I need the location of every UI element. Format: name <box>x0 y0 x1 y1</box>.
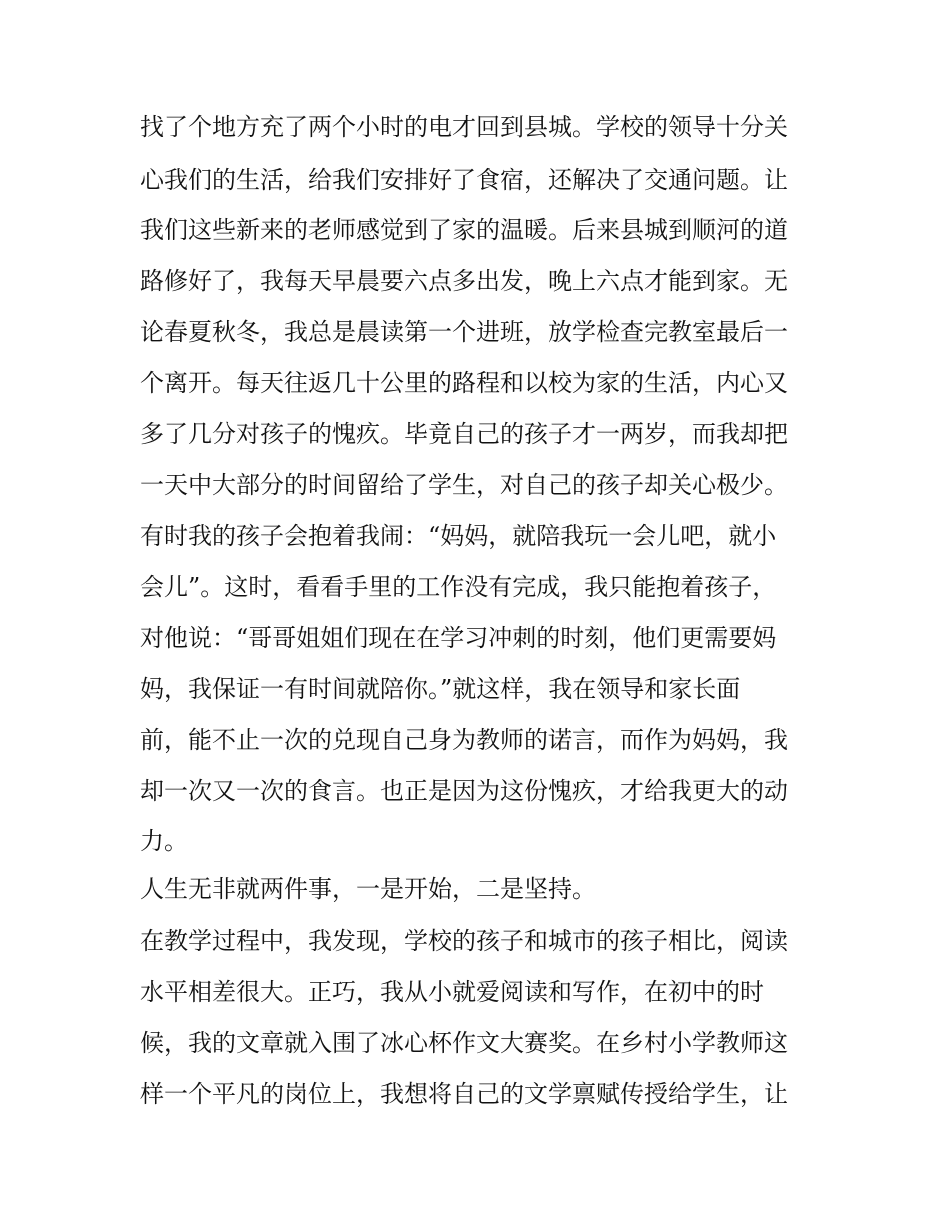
text-line: 妈，我保证一有时间就陪你。”就这样，我在领导和家长面 <box>140 675 741 703</box>
text-line: 力。 <box>140 827 188 855</box>
text-line: 前，能不止一次的兑现自己身为教师的诺言，而作为妈妈，我 <box>140 726 788 754</box>
text-line: 论春夏秋冬，我总是晨读第一个进班，放学检查完教室最后一 <box>140 318 788 346</box>
text-line: 心我们的生活，给我们安排好了食宿，还解决了交通问题。让 <box>140 166 788 194</box>
text-line: 多了几分对孩子的愧疚。毕竟自己的孩子才一两岁，而我却把 <box>140 420 788 448</box>
text-line: 一天中大部分的时间留给了学生，对自己的孩子却关心极少。 <box>140 471 788 499</box>
text-line: 会儿”。这时，看看手里的工作没有完成，我只能抱着孩子， <box>140 573 777 601</box>
text-line: 人生无非就两件事，一是开始，二是坚持。 <box>140 875 596 903</box>
text-line: 候，我的文章就入围了冰心杯作文大赛奖。在乡村小学教师这 <box>140 1029 788 1057</box>
text-line: 对他说：“哥哥姐姐们现在在学习冲刺的时刻，他们更需要妈 <box>140 624 777 652</box>
text-line: 找了个地方充了两个小时的电才回到县城。学校的领导十分关 <box>140 113 788 141</box>
text-line: 我们这些新来的老师感觉到了家的温暖。后来县城到顺河的道 <box>140 216 788 244</box>
text-line: 路修好了，我每天早晨要六点多出发，晚上六点才能到家。无 <box>140 267 788 295</box>
text-line: 水平相差很大。正巧，我从小就爱阅读和写作，在初中的时 <box>140 978 764 1006</box>
text-line: 样一个平凡的岗位上，我想将自己的文学禀赋传授给学生，让 <box>140 1080 788 1108</box>
text-line: 有时我的孩子会抱着我闹：“妈妈，就陪我玩一会儿吧，就小 <box>140 522 777 550</box>
text-line: 却一次又一次的食言。也正是因为这份愧疚，才给我更大的动 <box>140 777 788 805</box>
text-line: 个离开。每天往返几十公里的路程和以校为家的生活，内心又 <box>140 369 788 397</box>
text-line: 在教学过程中，我发现，学校的孩子和城市的孩子相比，阅读 <box>140 927 788 955</box>
